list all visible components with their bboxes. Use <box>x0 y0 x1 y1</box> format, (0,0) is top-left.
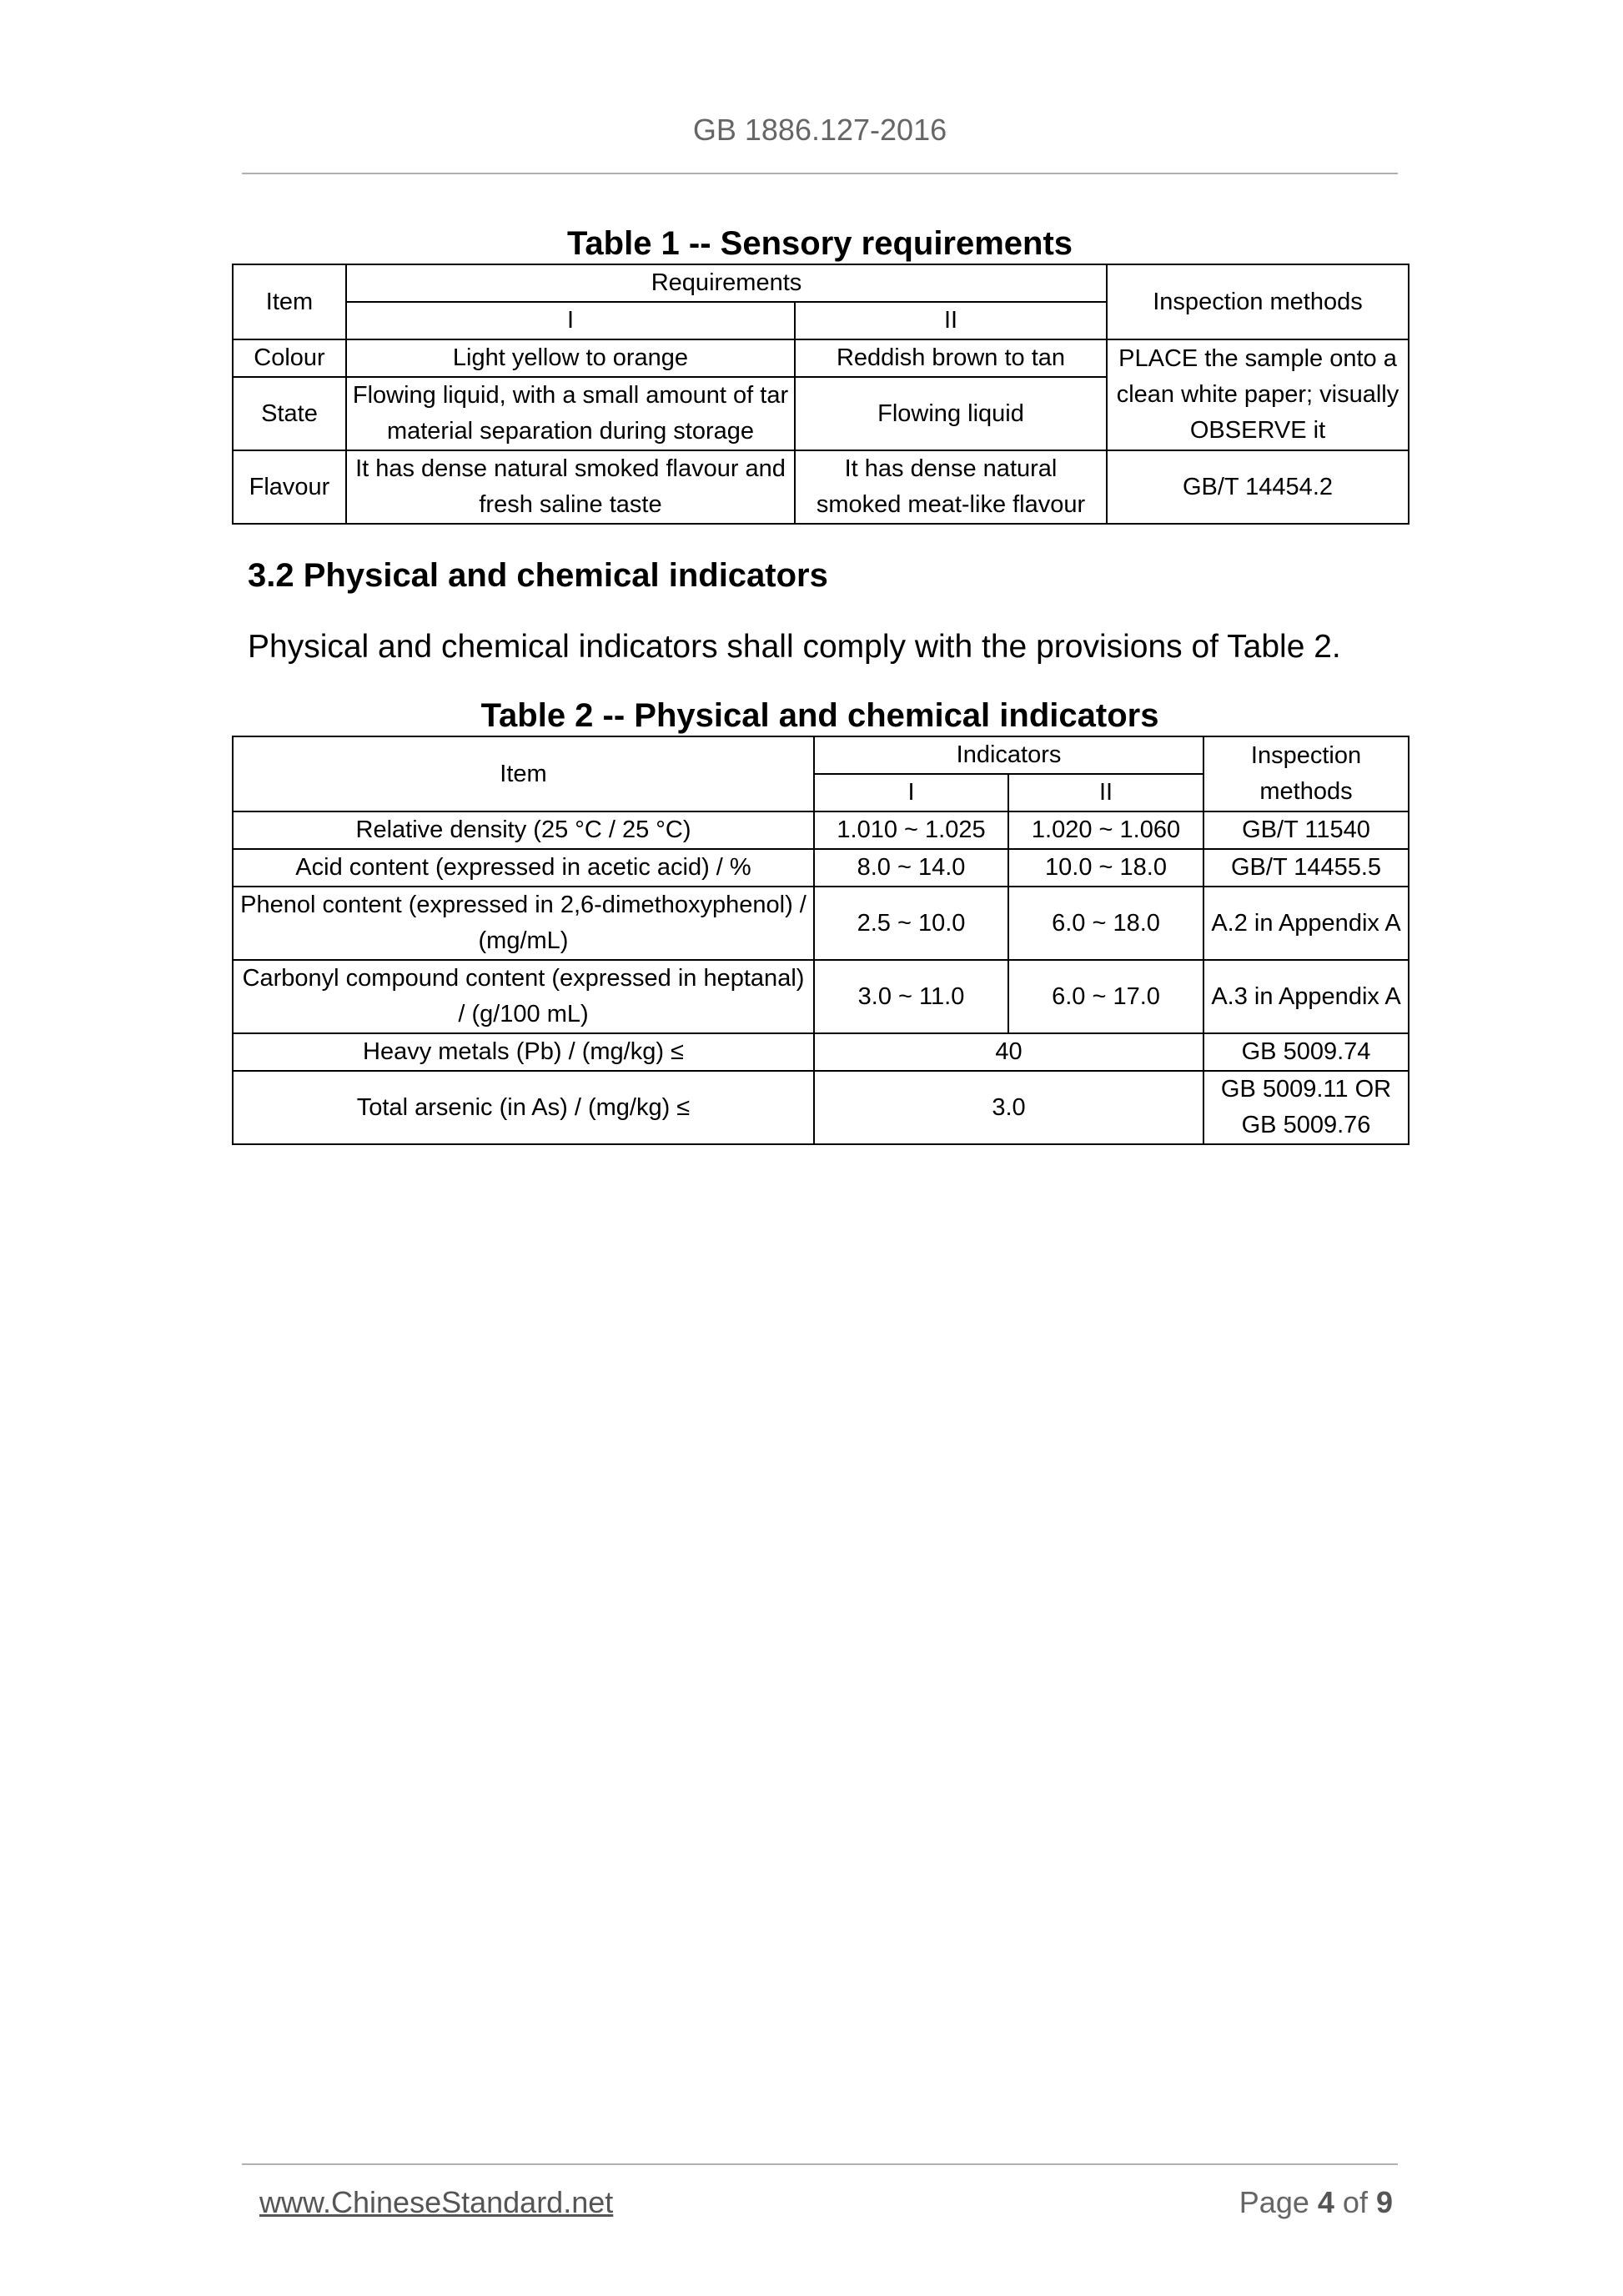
table2-cell-item: Acid content (expressed in acetic acid) / % <box>233 849 814 887</box>
table2-cell-item: Total arsenic (in As) / (mg/kg) ≤ <box>233 1071 814 1144</box>
table1-cell-item: State <box>233 377 346 450</box>
table2-cell-method: GB 5009.11 OR GB 5009.76 <box>1203 1071 1409 1144</box>
page-total: 9 <box>1375 2185 1393 2219</box>
table1-cell-grade-2: Flowing liquid <box>795 377 1107 450</box>
page-word: Page <box>1239 2185 1309 2219</box>
table1-cell-method: GB/T 14454.2 <box>1107 450 1409 524</box>
table-row <box>233 811 1409 849</box>
table2-cell-method: GB/T 11540 <box>1203 811 1409 849</box>
table2-cell-value: 3.0 <box>814 1071 1203 1144</box>
table1-cell-grade-1: It has dense natural smoked flavour and fresh saline taste <box>346 450 795 524</box>
table2-cell-grade-2: 1.020 ~ 1.060 <box>1008 811 1203 849</box>
table2-cell-item: Carbonyl compound content (expressed in heptanal) / (g/100 mL) <box>233 960 814 1033</box>
table1-cell-grade-2: Reddish brown to tan <box>795 339 1107 377</box>
table1-header-grade-1: I <box>346 302 795 339</box>
table-row <box>233 960 1409 1033</box>
table-row <box>233 1033 1409 1071</box>
table-row <box>233 450 1409 524</box>
table2-header-item: Item <box>233 736 814 811</box>
page-current: 4 <box>1317 2185 1334 2219</box>
page-indicator <box>1239 2185 1393 2220</box>
table2-cell-method: GB 5009.74 <box>1203 1033 1409 1071</box>
table-row <box>233 887 1409 960</box>
physical-chemical-indicators-table <box>232 736 1409 1145</box>
page-of: of <box>1342 2185 1368 2219</box>
table2-cell-item: Phenol content (expressed in 2,6-dimethoxyphenol) / (mg/mL) <box>233 887 814 960</box>
table2-cell-grade-2: 6.0 ~ 18.0 <box>1008 887 1203 960</box>
table1-cell-grade-1: Flowing liquid, with a small amount of tar material separation during storage <box>346 377 795 450</box>
table1-cell-shared-method: PLACE the sample onto a clean white paper; visually OBSERVE it <box>1107 339 1409 450</box>
table2-header-grade-1: I <box>814 774 1008 811</box>
table1-header-inspection: Inspection methods <box>1107 264 1409 339</box>
table2-cell-value: 40 <box>814 1033 1203 1071</box>
table1-header-item: Item <box>233 264 346 339</box>
table1-title: Table 1 -- Sensory requirements <box>566 225 1073 262</box>
table2-cell-grade-2: 6.0 ~ 17.0 <box>1008 960 1203 1033</box>
header-divider <box>242 173 1398 174</box>
table1-cell-item: Colour <box>233 339 346 377</box>
table-row <box>233 1071 1409 1144</box>
table2-cell-grade-1: 2.5 ~ 10.0 <box>814 887 1008 960</box>
table1-cell-item: Flavour <box>233 450 346 524</box>
table2-title: Table 2 -- Physical and chemical indicators <box>480 697 1159 734</box>
table-row <box>233 339 1409 377</box>
section-heading: 3.2 Physical and chemical indicators <box>248 557 828 594</box>
table2-cell-grade-1: 3.0 ~ 11.0 <box>814 960 1008 1033</box>
sensory-requirements-table <box>232 264 1409 525</box>
footer-divider <box>242 2163 1398 2165</box>
table2-cell-item: Relative density (25 °C / 25 °C) <box>233 811 814 849</box>
table2-cell-grade-2: 10.0 ~ 18.0 <box>1008 849 1203 887</box>
table1-header-requirements: Requirements <box>346 264 1107 302</box>
table2-header-grade-2: II <box>1008 774 1203 811</box>
table2-cell-method: A.3 in Appendix A <box>1203 960 1409 1033</box>
section-paragraph: Physical and chemical indicators shall comply with the provisions of Table 2. <box>248 629 1341 665</box>
table1-cell-grade-1: Light yellow to orange <box>346 339 795 377</box>
table2-cell-grade-1: 8.0 ~ 14.0 <box>814 849 1008 887</box>
table1-cell-grade-2: It has dense natural smoked meat-like flavour <box>795 450 1107 524</box>
table-row <box>233 849 1409 887</box>
table2-cell-grade-1: 1.010 ~ 1.025 <box>814 811 1008 849</box>
table2-cell-method: A.2 in Appendix A <box>1203 887 1409 960</box>
table2-cell-item: Heavy metals (Pb) / (mg/kg) ≤ <box>233 1033 814 1071</box>
table2-cell-method: GB/T 14455.5 <box>1203 849 1409 887</box>
website-link[interactable]: www.ChineseStandard.net <box>259 2185 614 2219</box>
document-code: GB 1886.127-2016 <box>692 113 947 147</box>
table2-header-indicators: Indicators <box>814 736 1203 774</box>
table1-header-grade-2: II <box>795 302 1107 339</box>
table2-header-inspection: Inspection methods <box>1203 736 1409 811</box>
